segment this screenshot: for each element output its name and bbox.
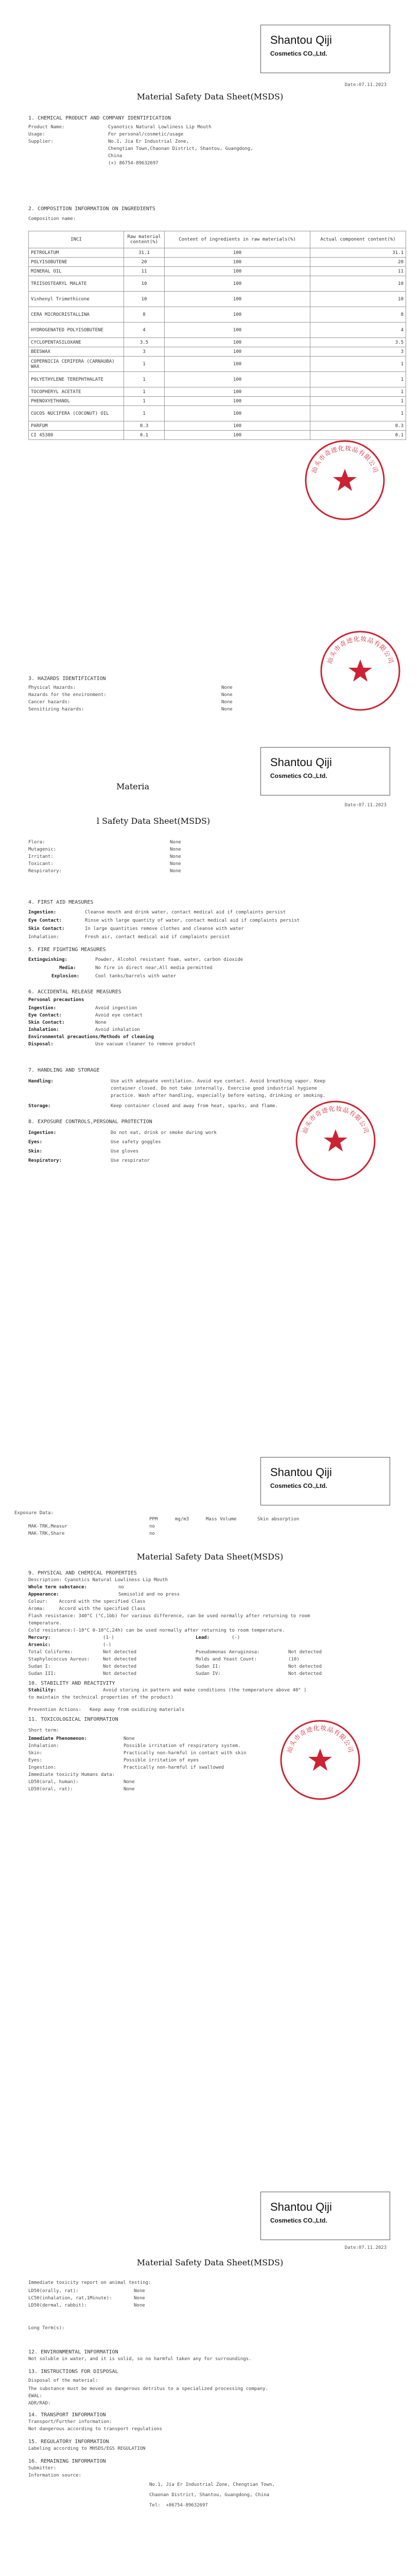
brand-name: Shantou Qiji	[270, 2200, 332, 2213]
prop-value-1: Not detected	[103, 1650, 137, 1655]
environmental-precautions: Environmental precautions/Methods of cleaning	[28, 1035, 154, 1040]
prop-label2-4: Sudan IV:	[196, 1671, 221, 1676]
header-raw-content: Raw material content(%)	[124, 231, 165, 248]
page-4	[0, 2167, 420, 2576]
hazard-label-1: Physical Hazards:	[28, 685, 76, 690]
exposure-label-4: Respiratory:	[28, 1158, 62, 1163]
cell-actual-content: 1	[310, 387, 406, 397]
cell-ingredient-content: 100	[165, 431, 310, 440]
first-aid-value-4: Fresh air, contact medical aid if complaints persist	[85, 935, 230, 940]
cell-inci: TOCOPHERYL ACETATE	[29, 387, 124, 397]
cell-inci: CUCOS NUCIFERA (COCONUT) OIL	[29, 406, 124, 421]
animal-value-2: None	[134, 2296, 145, 2301]
section-5-title: 5. FIRE FIGHTING MEASURES	[28, 947, 106, 953]
page-2	[0, 722, 420, 1445]
cell-inci: POLYISOBUTENE	[29, 258, 124, 267]
table-row	[29, 431, 406, 440]
ld50-label-1: LD50(oral, human):	[28, 1780, 79, 1785]
company-seal	[304, 439, 386, 521]
lead-value: (-)	[232, 1635, 240, 1640]
table-row	[29, 323, 406, 338]
header-inci: INCI	[29, 231, 124, 248]
description-line: Description: Cyanotics Natural Lowliness Lip Mouth	[28, 1578, 168, 1583]
release-value-2: Avoid eye contact	[95, 1013, 143, 1018]
appearance-value: Semisolid and no press	[118, 1592, 180, 1597]
table-row	[29, 258, 406, 267]
handling-line-1: Use with adequate ventilation. Avoid eye contact. Avoid breathing vapor. Keep	[111, 1079, 326, 1084]
supplier-line-2: Chengtian Town,Chaonan District, Shantou, Guangdong,	[108, 146, 253, 151]
first-aid-label-2: Eye Contact:	[28, 918, 62, 923]
prop-label2-1: Pseudomonas Aeruginosa:	[196, 1650, 260, 1655]
table-row	[29, 248, 406, 258]
page-3	[0, 1445, 420, 2167]
tox-label-4: Eyes:	[28, 1758, 43, 1763]
field-value-3: None	[170, 854, 181, 859]
prop-value-2: Not detected	[103, 1657, 137, 1662]
handling-line-2: container closed. Do not take internally. Exercise good industrial hygiene	[111, 1086, 317, 1091]
short-term-label: Short term:	[28, 1728, 59, 1733]
cell-raw-content: 1	[124, 387, 165, 397]
brand-box	[260, 2192, 390, 2240]
table-header-row	[29, 231, 406, 248]
table-row	[29, 267, 406, 276]
tox-label-5: Ingestion:	[28, 1765, 57, 1770]
cell-actual-content: 0.1	[310, 431, 406, 440]
supplier-line-1: No.1, Jia Er Industrial Zone,	[108, 139, 189, 144]
cell-inci: CERA MICROCRISTALLINA	[29, 307, 124, 323]
arsenic-label: Arsenic:	[28, 1642, 51, 1648]
section-6-title: 6. ACCIDENTAL RELEASE MEASURES	[28, 989, 121, 995]
submitter-label: Submitter:	[28, 2466, 57, 2471]
hazard-label-3: Cancer hazards:	[28, 700, 71, 705]
section-8-title: 8. EXPOSURE CONTROLS,PERSONAL PROTECTION	[28, 1119, 152, 1125]
cell-actual-content: 11	[310, 267, 406, 276]
ld50-value-2: None	[124, 1787, 135, 1792]
mixture-value: no	[118, 1585, 124, 1590]
environment-text: Not soluble in water, and it is solid, so no harmful taken any for surroundings.	[28, 2357, 252, 2362]
table-row	[29, 276, 406, 292]
cell-ingredient-content: 100	[165, 258, 310, 267]
fire-label-1: Extinguishing:	[28, 957, 67, 962]
exp-header-ppm: PPM	[149, 1517, 158, 1522]
release-value-3: None	[95, 1020, 107, 1025]
ewal-code: EWAL:	[28, 2394, 43, 2399]
first-aid-value-2: Rinse with large quantity of water, contact medical aid if complaints persist	[85, 918, 300, 923]
brand-box	[260, 1457, 390, 1505]
cell-raw-content: 4	[124, 323, 165, 338]
brand-sub: Cosmetics CO.,Ltd.	[270, 2217, 327, 2224]
disposal-value: Use vacuum cleaner to remove product	[95, 1042, 196, 1047]
long-term-label: Long Term(s):	[28, 2326, 65, 2331]
cell-inci: HYDROGENATED POLYISOBUTENE	[29, 323, 124, 338]
first-aid-label-3: Skin Contact:	[28, 926, 65, 931]
release-label-3: Skin Contact:	[28, 1020, 65, 1025]
company-seal-2	[319, 630, 401, 712]
handling-label: Handling:	[28, 1079, 54, 1084]
first-aid-label-1: Ingestion:	[28, 910, 57, 915]
cell-raw-content: 3	[124, 347, 165, 357]
product-value: Cyanotics Natural Lowliness Lip Mouth	[108, 125, 212, 130]
section-1-title: 1. CHEMICAL PRODUCT AND COMPANY IDENTIFICATION	[28, 115, 171, 121]
fire-value-2: No fire in direct near,All media permitted	[95, 965, 213, 971]
usage-value: For personal/cosmetic/usage	[108, 132, 184, 137]
cell-inci: Vinhenyl Trimethicone	[29, 292, 124, 307]
lead-label: Lead:	[196, 1635, 210, 1640]
exp-row-label-2: MAK-TRK,Share	[28, 1531, 65, 1536]
section-12-title: 12. ENVIRONMENTAL INFORMATION	[28, 2349, 118, 2355]
release-label-4: Inhalation:	[28, 1027, 59, 1032]
immediate-toxicity-label: Immediate toxicity Humans data:	[28, 1772, 115, 1777]
hazard-value-2: None	[221, 692, 233, 698]
brand-box	[260, 25, 390, 73]
mercury-value: (1-)	[103, 1635, 114, 1640]
cell-actual-content: 1	[310, 357, 406, 372]
table-row	[29, 292, 406, 307]
exp-row-value-1: no	[149, 1524, 155, 1529]
exp-header-skin: Skin absorption	[257, 1517, 300, 1522]
field-label-5: Respiratory:	[28, 869, 62, 874]
release-value-4: Avoid inhalation	[95, 1027, 140, 1032]
cell-actual-content: 3	[310, 347, 406, 357]
animal-value-1: None	[134, 2289, 145, 2294]
section-13-title: 13. INSTRUCTIONS FOR DISPOSAL	[28, 2369, 118, 2375]
disposal-label: Disposal:	[28, 1042, 54, 1047]
composition-table	[28, 231, 406, 440]
cold-line: Cold resistance:(-10°C 0-10°C,24h) can be used normally after returning to room temperature.	[28, 1628, 285, 1633]
prop-label-4: Sudan III:	[28, 1671, 57, 1676]
exposure-data-label: Exposure Data:	[14, 1511, 54, 1516]
cell-ingredient-content: 100	[165, 387, 310, 397]
seal-text: 汕头市奇迹化妆品有限公司	[301, 1105, 371, 1135]
cell-actual-content: 1	[310, 372, 406, 387]
tox-value-1: None	[124, 1736, 135, 1741]
animal-label-3: LD50(dermal, rabbit):	[28, 2303, 87, 2308]
cell-inci: MINERAL OIL	[29, 267, 124, 276]
seal-icon	[279, 1719, 361, 1801]
cell-ingredient-content: 100	[165, 267, 310, 276]
exposure-value-4: Use respirator	[111, 1158, 150, 1163]
hazard-value-1: None	[221, 685, 233, 690]
cell-inci: CYCLOPENTASILOXANE	[29, 338, 124, 347]
brand-sub: Cosmetics CO.,Ltd.	[270, 50, 327, 57]
supplier-label: Supplier:	[28, 139, 54, 144]
exposure-label-3: Skin:	[28, 1149, 43, 1154]
cell-raw-content: 31.1	[124, 248, 165, 258]
field-value-4: None	[170, 861, 181, 867]
stability-label: Stability:	[28, 1688, 57, 1693]
field-value-1: None	[170, 840, 181, 845]
section-7-title: 7. HANDLING AND STORAGE	[28, 1067, 100, 1073]
exp-row-label-1: MAK-TRK,Measur	[28, 1524, 67, 1529]
animal-label-2: LC50(inhalation, rat,1Minute):	[28, 2296, 112, 2301]
table-row	[29, 387, 406, 397]
table-row	[29, 357, 406, 372]
brand-name: Shantou Qiji	[270, 33, 332, 46]
cell-raw-content: 10	[124, 292, 165, 307]
animal-label-1: LD50(orally, rat):	[28, 2289, 79, 2294]
cell-raw-content: 20	[124, 258, 165, 267]
flash-line-2: temperature.	[28, 1621, 62, 1626]
brand-name: Shantou Qiji	[270, 1466, 332, 1479]
stability-value: Avoid storing in pattern and make conditions (the temperature above 40° )	[103, 1688, 307, 1693]
tox-value-3: Practically non-harmful in contact with skin	[124, 1751, 247, 1756]
cell-ingredient-content: 100	[165, 276, 310, 292]
section-15-title: 15. REGULATORY INFORMATION	[28, 2439, 109, 2445]
section-14-title: 14. TRANSPORT INFORMATION	[28, 2412, 106, 2418]
colour-line: Colour: Accord with the specified Class	[28, 1599, 146, 1604]
cell-raw-content: 8	[124, 307, 165, 323]
usage-label: Usage:	[28, 132, 45, 137]
page-title: Material Safety Data Sheet(MSDS)	[136, 1552, 284, 1562]
animal-value-3: None	[134, 2303, 145, 2308]
exposure-value-1: Do not eat, drink or smoke during work	[111, 1130, 217, 1136]
cell-raw-content: 0.3	[124, 421, 165, 431]
storage-value: Keep container closed and away from heat, sparks, and flame.	[111, 1104, 278, 1109]
hazard-label-4: Sensitizing hazards:	[28, 707, 84, 712]
prop-value2-2: (10)	[288, 1657, 300, 1662]
exposure-label-2: Eyes:	[28, 1140, 43, 1145]
tox-value-4: Possible irritation of eyes	[124, 1758, 199, 1763]
prop-label-2: Staphylococcus Aureus:	[28, 1657, 90, 1662]
cell-raw-content: 10	[124, 276, 165, 292]
first-aid-value-3: In large quantities remove clothes and cleanse with water	[85, 926, 244, 931]
cell-actual-content: 0.3	[310, 421, 406, 431]
page-1	[0, 0, 420, 723]
cell-inci: PARFUM	[29, 421, 124, 431]
brand-name: Shantou Qiji	[270, 756, 332, 769]
mercury-label: Mercury:	[28, 1635, 51, 1640]
stability-line-2: to maintain the technical properties of the product)	[28, 1695, 173, 1700]
hazard-value-3: None	[221, 700, 233, 705]
tox-value-5: Practically non-harmful if swallowed	[124, 1765, 224, 1770]
table-row	[29, 421, 406, 431]
page-title: Material Safety Data Sheet(MSDS)	[136, 92, 284, 101]
brand-sub: Cosmetics CO.,Ltd.	[270, 1482, 327, 1489]
prop-label2-2: Molds and Yeast Count:	[196, 1657, 257, 1662]
info-line-2: Chaonan District, Shantou, Guangdong, China	[149, 2493, 269, 2498]
prevention-line: Prevention Actions: Keep away from oxidizing materials	[28, 1707, 185, 1713]
section-10-title: 10. STABILITY AND REACTIVITY	[28, 1681, 115, 1686]
cell-actual-content: 31.1	[310, 248, 406, 258]
seal-icon	[319, 630, 401, 712]
mixture-label: Whole term substance:	[28, 1585, 87, 1590]
cell-ingredient-content: 100	[165, 357, 310, 372]
prop-label2-3: Sudan II:	[196, 1664, 221, 1669]
cell-raw-content: 1	[124, 357, 165, 372]
flash-line: Flash resistance: 340°C (°C,1bb) for various difference, can be used normally after returning to room	[28, 1614, 310, 1619]
cell-actual-content: 4	[310, 323, 406, 338]
cell-raw-content: 1	[124, 397, 165, 406]
tox-label-1: Immediate Phenomenon:	[28, 1736, 87, 1741]
table-row	[29, 406, 406, 421]
cell-actual-content: 1	[310, 406, 406, 421]
table-row	[29, 372, 406, 387]
heading-fragment: Materia	[116, 782, 150, 791]
appearance-label: Appearance:	[28, 1592, 59, 1597]
prop-label-3: Sudan I:	[28, 1664, 51, 1669]
cell-inci: PHENOXYETHANOL	[29, 397, 124, 406]
table-row	[29, 338, 406, 347]
ld50-value-1: None	[124, 1780, 135, 1785]
arsenic-value: (-)	[103, 1642, 112, 1648]
hazard-value-4: None	[221, 707, 233, 712]
section-16-title: 16. REMAINING INFORMATION	[28, 2459, 106, 2464]
cell-actual-content: 3.5	[310, 338, 406, 347]
seal-text: 汕头市奇迹化妆品有限公司	[285, 1724, 355, 1754]
supplier-line-3: China	[108, 154, 122, 159]
prop-value-3: Not detected	[103, 1664, 137, 1669]
cell-ingredient-content: 100	[165, 406, 310, 421]
information-source-label: Information source:	[28, 2473, 81, 2478]
storage-label: Storage:	[28, 1104, 51, 1109]
exposure-label-1: Ingestion:	[28, 1130, 57, 1136]
section-3-title: 3. HAZARDS IDENTIFICATION	[28, 676, 106, 682]
cell-actual-content: 1	[310, 397, 406, 406]
seal-icon	[304, 439, 386, 521]
prop-value2-4: Not detected	[288, 1671, 322, 1676]
doc-date: Date:07.11.2023	[344, 82, 387, 88]
regulatory-text: Labeling according to MHSDS/EGS REGULATION	[28, 2446, 146, 2451]
section-11-title: 11. TOXICOLOGICAL INFORMATION	[28, 1717, 118, 1722]
tox-label-2: Inhalation:	[28, 1743, 59, 1749]
company-seal	[279, 1719, 361, 1801]
field-value-2: None	[170, 847, 181, 852]
cell-ingredient-content: 100	[165, 307, 310, 323]
cell-inci: COPERNICIA CERIFERA (CARNAUBA) WAX	[29, 357, 124, 372]
prop-value2-3: Not detected	[288, 1664, 322, 1669]
header-ingredient-content: Content of ingredients in raw materials(%)	[165, 231, 310, 248]
brand-sub: Cosmetics CO.,Ltd.	[270, 772, 327, 779]
exp-header-mass: Mass Volume	[206, 1517, 237, 1522]
page-title: Material Safety Data Sheet(MSDS)	[136, 2258, 284, 2267]
exposure-value-3: Use gloves	[111, 1149, 139, 1154]
cell-ingredient-content: 100	[165, 347, 310, 357]
doc-date: Date:07.11.2023	[344, 2245, 387, 2250]
cell-raw-content: 1	[124, 372, 165, 387]
table-row	[29, 347, 406, 357]
cell-inci: CI 45380	[29, 431, 124, 440]
cell-inci: PETROLATUM	[29, 248, 124, 258]
cell-raw-content: 1	[124, 406, 165, 421]
cell-inci: BEESWAX	[29, 347, 124, 357]
cell-actual-content: 10	[310, 292, 406, 307]
cell-actual-content: 20	[310, 258, 406, 267]
aroma-line: Aroma: Accord with the specified Class	[28, 1606, 146, 1612]
exp-row-value-2: no	[149, 1531, 155, 1536]
prop-value-4: Not detected	[103, 1671, 137, 1676]
first-aid-value-1: Cleanse mouth and drink water, contact medical aid if complaints persist	[85, 910, 286, 915]
composition-body	[29, 248, 406, 440]
field-value-5: None	[170, 869, 181, 874]
table-row	[29, 397, 406, 406]
personal-precautions: Personal precautions	[28, 997, 84, 1003]
cell-actual-content: 10	[310, 276, 406, 292]
info-line-3: Tel: +86754-89632697	[149, 2503, 208, 2508]
release-value-1: Avoid ingestion	[95, 1006, 137, 1011]
fire-label-3: Explosion:	[51, 974, 80, 979]
animal-testing-line: Immediate toxicity report on animal testing:	[28, 2280, 151, 2285]
cell-ingredient-content: 100	[165, 323, 310, 338]
cell-ingredient-content: 100	[165, 338, 310, 347]
transport-title: Transport/Further information:	[28, 2419, 112, 2425]
hazard-label-2: Hazards for the environment:	[28, 692, 107, 698]
supplier-phone: (+) 86754-89632697	[108, 161, 159, 166]
first-aid-label-4: Inhalation:	[28, 935, 59, 940]
cell-ingredient-content: 100	[165, 292, 310, 307]
cell-raw-content: 0.1	[124, 431, 165, 440]
seal-icon	[294, 1099, 377, 1182]
info-line-1: No.1, Jia Er Industrial Zone, Chengtian Town,	[149, 2482, 275, 2487]
handling-line-3: practice. Wash after handling, especially before eating, drinking or smoking.	[111, 1093, 326, 1098]
cell-raw-content: 3.5	[124, 338, 165, 347]
exposure-value-2: Use safety goggles	[111, 1140, 161, 1145]
section-2-title: 2. COMPOSITION INFORMATION ON INGREDIENTS	[28, 206, 155, 212]
seal-text: 汕头市奇迹化妆品有限公司	[325, 635, 395, 665]
cell-inci: TRIISOSTEARYL MALATE	[29, 276, 124, 292]
fire-label-2: Media:	[59, 965, 76, 971]
exp-header-mg: mg/m3	[175, 1517, 189, 1522]
field-label-2: Mutagenic:	[28, 847, 57, 852]
cell-ingredient-content: 100	[165, 397, 310, 406]
ld50-label-2: LD50(oral, rat):	[28, 1787, 73, 1792]
seal-text: 汕头市奇迹化妆品有限公司	[310, 444, 380, 474]
header-actual-content: Actual component content(%)	[310, 231, 406, 248]
product-label: Product Name:	[28, 125, 65, 130]
company-seal	[294, 1099, 377, 1182]
table-row	[29, 307, 406, 323]
section-4-title: 4. FIRST AID MEASURES	[28, 900, 94, 905]
disposal-text: The substance must be moved as dangerous detritus to a specialized processing company.	[28, 2386, 268, 2392]
release-label-1: Ingestion:	[28, 1006, 57, 1011]
prop-label-1: Total Coliforms:	[28, 1650, 73, 1655]
field-label-3: Irritant:	[28, 854, 54, 859]
disposal-title: Disposal of the material:	[28, 2378, 98, 2383]
cell-ingredient-content: 100	[165, 372, 310, 387]
doc-date: Date:07.11.2023	[344, 803, 387, 808]
cell-ingredient-content: 100	[165, 248, 310, 258]
tox-value-2: Possible irritation of respiratory system.	[124, 1743, 241, 1749]
cell-actual-content: 8	[310, 307, 406, 323]
tox-label-3: Skin:	[28, 1751, 43, 1756]
fire-value-1: Powder, Alcohol resistant foam, water, carbon dioxide	[95, 957, 243, 962]
fire-value-3: Cool tanks/barrels with water	[95, 974, 177, 979]
section-9-title: 9. PHYSICAL AND CHEMICAL PROPERTIES	[28, 1570, 137, 1576]
adr-code: ADR/RAD:	[28, 2401, 51, 2406]
field-label-1: Flora:	[28, 840, 45, 845]
release-label-2: Eye Contact:	[28, 1013, 62, 1018]
prop-value2-1: Not detected	[288, 1650, 322, 1655]
cell-inci: POLYETHYLENE TEREPHTHALATE	[29, 372, 124, 387]
cell-ingredient-content: 100	[165, 421, 310, 431]
page-title: l Safety Data Sheet(MSDS)	[96, 816, 211, 826]
composition-label: Composition name:	[28, 216, 76, 222]
cell-raw-content: 11	[124, 267, 165, 276]
transport-text: Not dangerous according to transport regulations	[28, 2427, 163, 2432]
field-label-4: Toxicant:	[28, 861, 54, 867]
